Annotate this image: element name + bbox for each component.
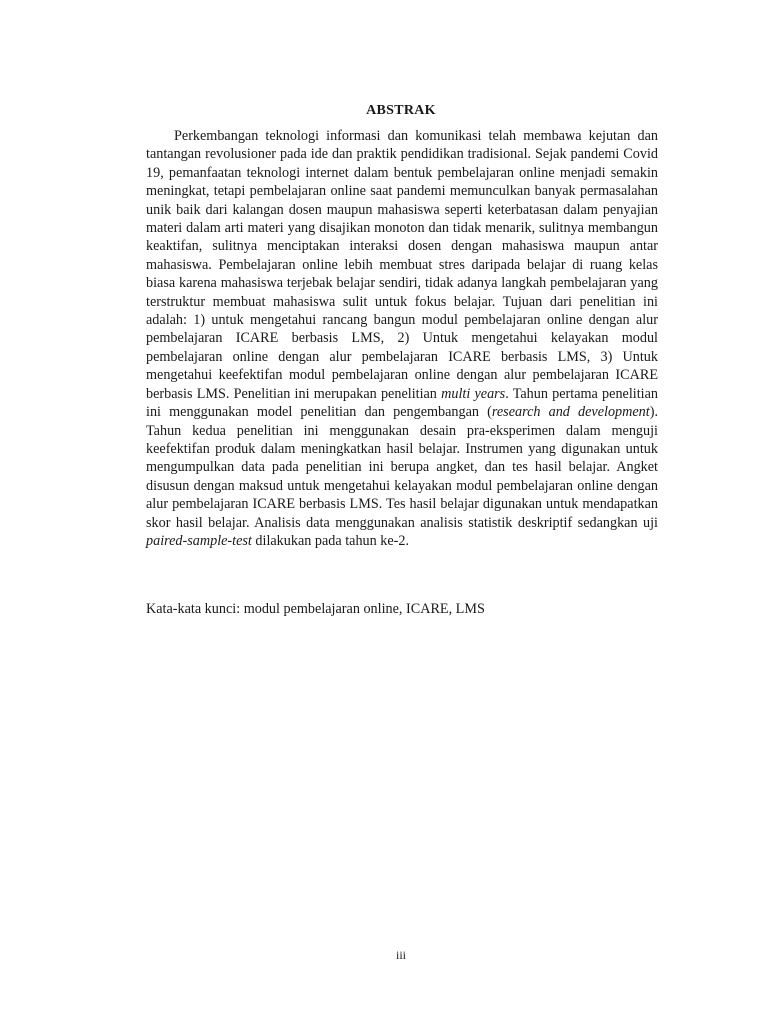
page-number: iii bbox=[395, 948, 406, 962]
abstract-text-part-4: dilakukan pada tahun ke-2. bbox=[251, 532, 410, 549]
page-title: ABSTRAK bbox=[366, 103, 436, 118]
keywords-line: Kata-kata kunci: modul pembelajaran online, ICARE, LMS bbox=[146, 601, 485, 617]
abstract-italic-paired-sample-test: paired-sample-test bbox=[146, 532, 252, 549]
abstract-text-part-3: ). Tahun kedua penelitian ini menggunakan desain pra-eksperimen dalam menguji keefektifan produk dalam meningkatkan hasil belajar. Instrumen yang digunakan untuk mengumpulkan data pada penelitian ini berupa angket, dan tes hasil belajar. Angket disusun dengan maksud untuk mengetahui kelayakan modul pembelajaran online dengan alur pembelajaran ICARE berbasis LMS. Tes hasil belajar digunakan untuk mendapatkan skor hasil belajar. Analisis data menggunakan analisis statistik deskriptif sedangkan uji bbox=[146, 404, 658, 531]
abstract-text-part-2: . Tahun pertama penelitian ini menggunakan model penelitian dan pengembangan ( bbox=[146, 385, 658, 421]
abstract-paragraph bbox=[146, 127, 658, 550]
abstract-text-part-1: Perkembangan teknologi informasi dan komunikasi telah membawa kejutan dan tantangan revolusioner pada ide dan praktik pendidikan tradisional. Sejak pandemi Covid 19, pemanfaatan teknologi internet dalam bentuk pembelajaran online menjadi semakin meningkat, tetapi pembelajaran online saat pandemi memunculkan banyak permasalahan unik baik dari kalangan dosen maupun mahasiswa seperti keterbatasan dalam penyajian materi dalam arti materi yang disajikan monoton dan tidak menarik, sulitnya membangun keaktifan, sulitnya menciptakan interaksi dosen dengan mahasiswa maupun antar mahasiswa. Pembelajaran online lebih membuat stres daripada belajar di ruang kelas biasa karena mahasiswa terjebak belajar sendiri, tidak adanya langkah pembelajaran yang terstruktur membuat mahasiswa sulit untuk fokus belajar. Tujuan dari penelitian ini adalah: 1) untuk mengetahui rancang bangun modul pembelajaran online dengan alur pembelajaran ICARE berbasis LMS, 2) Untuk mengetahui kelayakan modul pembelajaran online dengan alur pembelajaran ICARE berbasis LMS, 3) Untuk mengetahui keefektifan modul pembelajaran online dengan alur pembelajaran ICARE berbasis LMS. Penelitian ini merupakan penelitian bbox=[146, 128, 658, 402]
abstract-italic-research-development: research and development bbox=[491, 404, 650, 421]
abstract-italic-multi-years: multi years bbox=[441, 385, 506, 402]
